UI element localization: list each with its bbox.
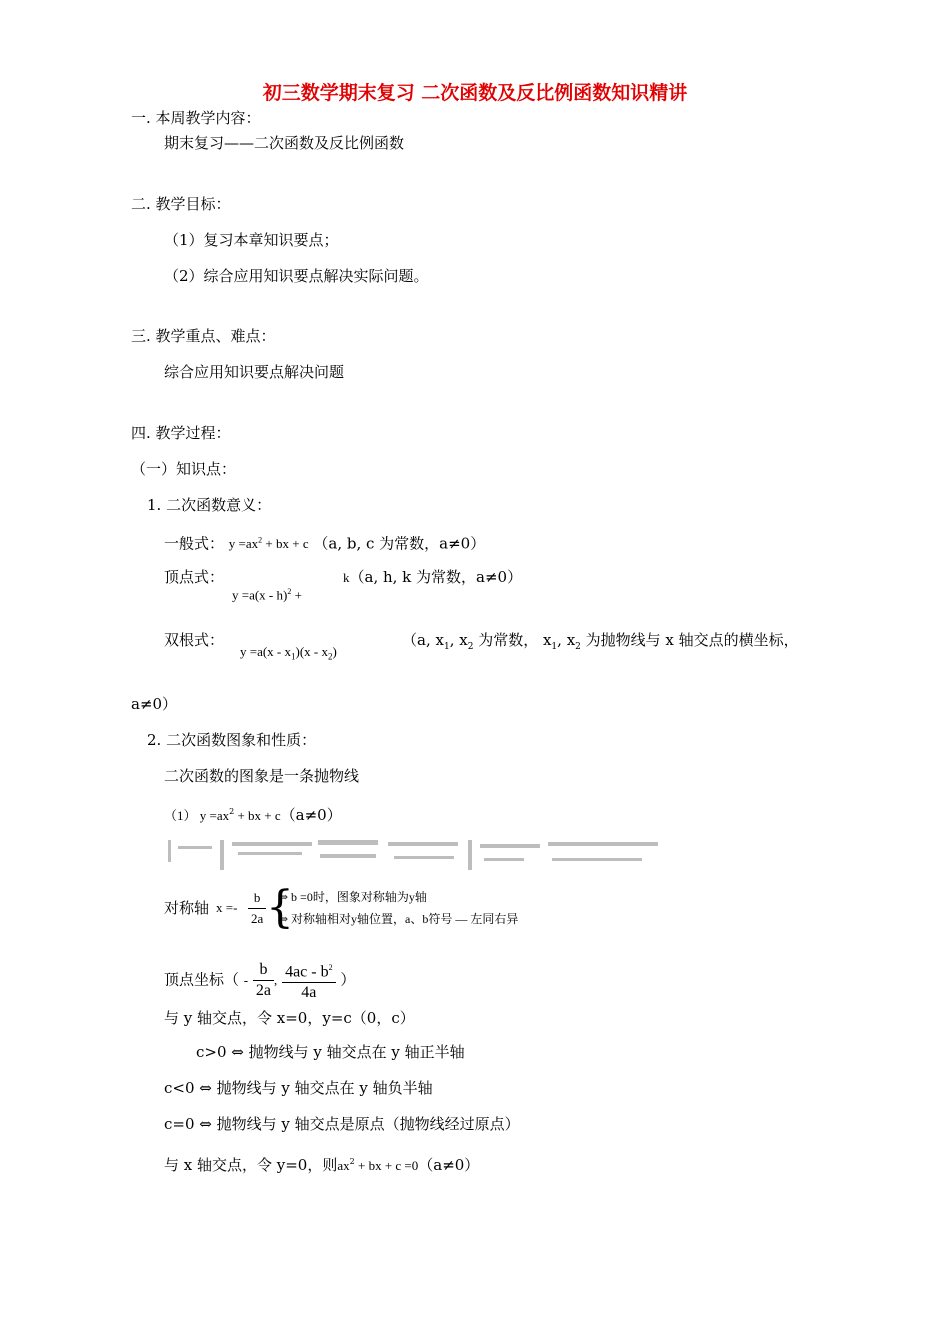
root-form-formula: $y =a(x - x_1)(x - x_2)$ xyxy=(240,644,337,662)
c-negative: c<0 ⇔ 抛物线与 y 轴交点在 y 轴负半轴 xyxy=(164,1079,433,1097)
vertex-form-note: k（a, h, k 为常数，a≠0） xyxy=(343,568,523,586)
axis-line-1: ⇒ b =0时，图象对称轴为y轴 xyxy=(278,890,427,904)
general-form-note: （a, b, c 为常数，a≠0） xyxy=(313,534,486,553)
goal-item-2: （2）综合应用知识要点解决实际问题。 xyxy=(164,267,429,285)
point-1-heading: 1. 二次函数意义： xyxy=(147,496,272,514)
axis-label: 对称轴 xyxy=(164,899,210,917)
x-intercept: 与 x 轴交点，令 y=0，则$ax^2$ + bx + c =0（a≠0） xyxy=(164,1156,480,1174)
section-3-heading: 三. 教学重点、难点： xyxy=(131,327,276,345)
parabola-intro: 二次函数的图象是一条抛物线 xyxy=(164,767,360,785)
section-1-heading: 一. 本周教学内容： xyxy=(131,109,261,127)
c-zero: c=0 ⇔ 抛物线与 y 轴交点是原点（抛物线经过原点） xyxy=(164,1115,520,1133)
page-title: 初三数学期末复习 二次函数及反比例函数知识精讲 xyxy=(262,82,688,104)
y-intercept: 与 y 轴交点，令 x=0，y=c（0，c） xyxy=(164,1009,415,1027)
root-form-label: 双根式： xyxy=(164,631,225,649)
vertex-form-formula: y =a(x - h)$^2$ + xyxy=(232,587,302,603)
axis-x: x =- xyxy=(216,900,238,915)
section-1-body: 期末复习——二次函数及反比例函数 xyxy=(164,134,405,152)
general-form-label: 一般式： xyxy=(164,534,225,553)
goal-item-1: （1）复习本章知识要点； xyxy=(164,231,339,249)
vertex-coords: 顶点坐标（ - $\frac{b}{2a}$ , $\frac{4ac - b^2}{4a}$ ） xyxy=(164,958,355,1003)
root-form-note: （a, $x_1$, $x_2$ 为常数， $x_1$, $x_2$ 为抛物线与 x 轴交点的横坐标， xyxy=(402,631,799,652)
c-positive: c>0 ⇔ 抛物线与 y 轴交点在 y 轴正半轴 xyxy=(196,1043,465,1061)
section-2-heading: 二. 教学目标： xyxy=(131,195,231,213)
root-form-note-tail: a≠0） xyxy=(131,695,178,713)
vertex-form-label: 顶点式： xyxy=(164,568,225,586)
axis-brace: { xyxy=(266,882,294,933)
section-3-body: 综合应用知识要点解决问题 xyxy=(164,363,345,381)
axis-fraction: $\frac{b}{2a}$ xyxy=(248,888,266,929)
general-form-formula: $y =ax^2$ + bx + c xyxy=(228,536,309,552)
scan-noise-strip xyxy=(168,836,658,876)
quadratic-item-1: （1） $y =ax^2$ + bx + c（a≠0） xyxy=(164,806,342,824)
knowledge-heading: （一）知识点： xyxy=(131,460,237,478)
section-4-heading: 四. 教学过程： xyxy=(131,424,231,442)
general-form xyxy=(164,531,485,554)
axis-line-2: ⇒ 对称轴相对y轴位置，a、b符号 — 左同右异 xyxy=(278,912,519,926)
point-2-heading: 2. 二次函数图象和性质： xyxy=(147,731,317,749)
